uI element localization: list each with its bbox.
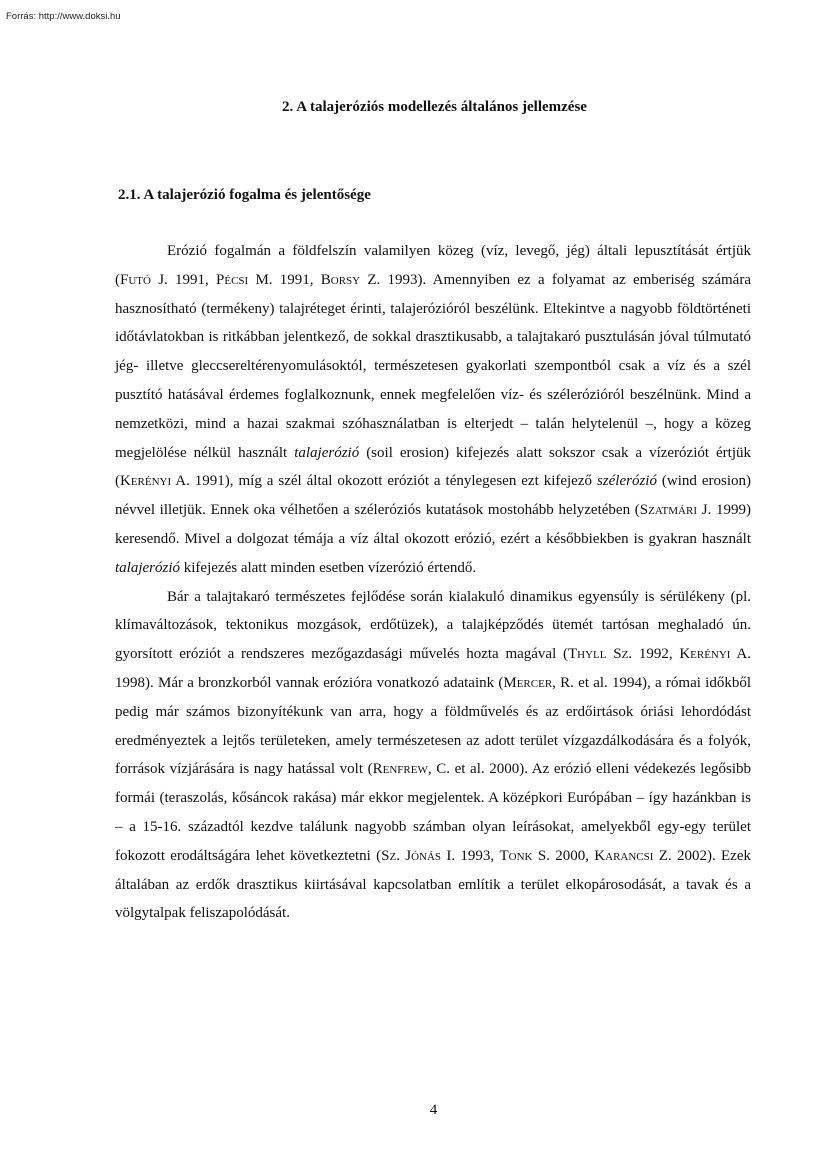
paragraph-2: Bár a talajtakaró természetes fejlődése során kialakuló dinamikus egyensúly is sérülékeny (pl. klímaváltozások, tektonikus mozgások, erdőtüzek), a talajképződés ütemét tartósan meghaladó ún. gyorsított eróziót a rendszeres mezőgazdasági művelés hozta magával (Thyll Sz. 1992, Kerényi A. 1998). Már a bronzkorból vannak erózióra vonatkozó adataink (Mercer, R. et al. 1994), a római időkből pedig már számos bizonyítékunk van arra, hogy a földművelés és az erdőirtások óriási lehordódást eredményeztek a lejtős területeken, amely természetesen az adott terület vízgazdálkodására és a folyók, források vízjárására is nagy hatással volt (Renfrew, C. et al. 2000). Az erózió elleni védekezés legősibb formái (teraszolás, kősáncok rakása) már ekkor megjelentek. A középkori Európában – így hazánkban is – a 15-16. századtól kezdve találunk nagyobb számban olyan leírásokat, amelyekből egy-egy terület fokozott erodáltságára lehet következtetni (Sz. Jónás I. 1993, Tonk S. 2000, Karancsi Z. 2002). Ezek általában az erdők drasztikus kiirtásával kapcsolatban említik a terület elkopárosodását, a tavak és a völgytalpak feliszapolódását. bbox=[115, 588, 751, 922]
chapter-title: 2. A talajeróziós modellezés általános jellemzése bbox=[282, 99, 587, 115]
paragraph-1: Erózió fogalmán a földfelszín valamilyen közeg (víz, levegő, jég) általi lepusztítását értjük (Futó J. 1991, Pécsi M. 1991, Borsy Z. 1993). Amennyiben ez a folyamat az emberiség számára hasznosítható (termékeny) talajréteget érinti, talajerózióról beszélünk. Eltekintve a nagyobb földtörténeti időtávlatokban is ritkábban jelentkező, de sokkal drasztikusabb, a talajtakaró pusztulásán jóval túlmutató jég- illetve gleccsereltérenyomulásoktól, természetesen gyakorlati szempontból csak a víz és a szél pusztító hatásával érdemes foglalkoznunk, ennek megfelelően víz- és szélerózióról beszélnünk. Mind a nemzetközi, mind a hazai szakmai szóhasználatban is elterjedt – talán helytelenül –, hogy a közeg megjelölése nélkül használt talajerózió (soil erosion) kifejezés alatt sokszor csak a vízeróziót értjük (Kerényi A. 1991), míg a szél által okozott eróziót a ténylegesen ezt kifejező szélerózió (wind erosion) névvel illetjük. Ennek oka vélhetően a széleróziós kutatások mostohább helyzetében (Szatmári J. 1999) keresendő. Mivel a dolgozat témája a víz által okozott erózió, ezért a későbbiekben is gyakran használt talajerózió kifejezés alatt minden esetben vízerózió értendő. bbox=[115, 243, 751, 576]
section-title: 2.1. A talajerózió fogalma és jelentősége bbox=[118, 187, 371, 203]
source-url: Forrás: http://www.doksi.hu bbox=[6, 11, 121, 22]
page-number: 4 bbox=[429, 1102, 438, 1118]
body-text bbox=[115, 237, 751, 928]
